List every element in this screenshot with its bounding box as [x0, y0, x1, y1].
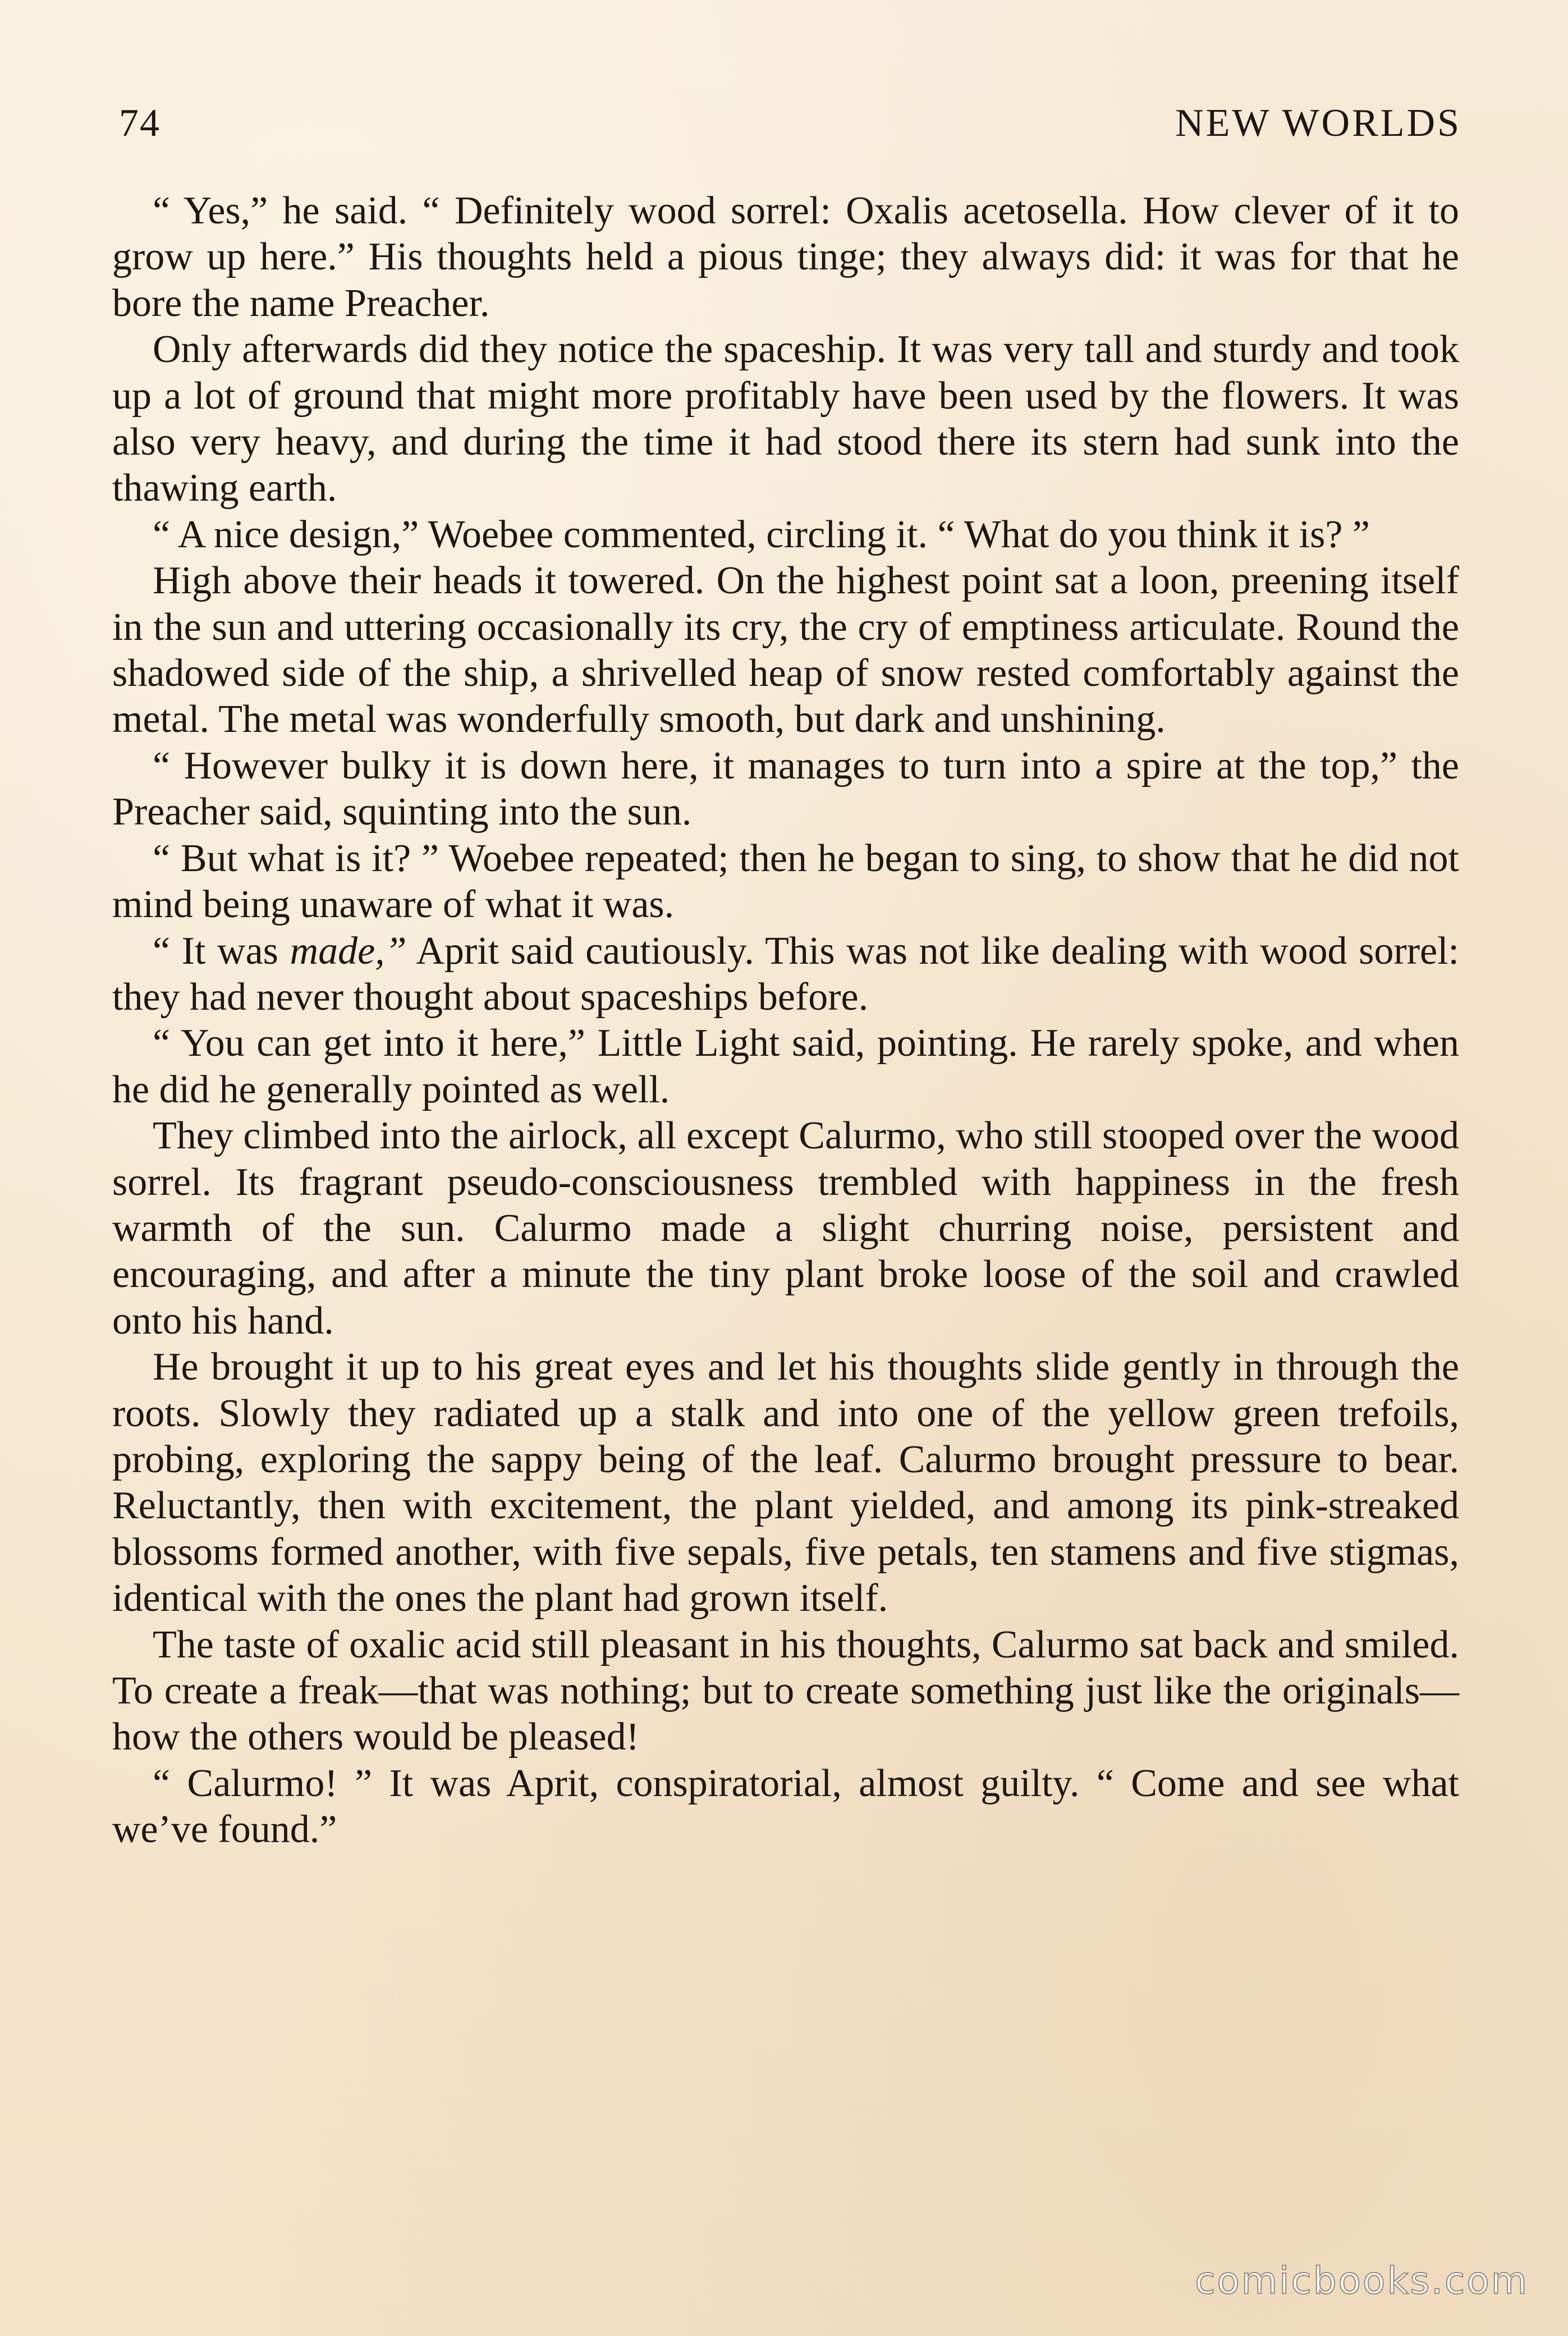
page-number: 74 — [119, 102, 161, 145]
paragraph: “ However bulky it is down here, it manages to turn into a spire at the top,” the Preacher said, squinting into the sun. — [112, 744, 1459, 834]
paragraph: Only afterwards did they notice the spaceship. It was very tall and sturdy and took up a lot of ground that might more profitably have been used by the flowers. It was also very heavy, and during the time it had stood there its stern had sunk into the thawing earth. — [112, 328, 1459, 510]
paragraph — [112, 928, 1459, 1021]
paragraph-text: “ It was — [153, 929, 290, 973]
paragraph: High above their heads it towered. On the highest point sat a loon, preening itself in the sun and uttering occasionally its cry, the cry of emptiness articulate. Round the shadowed side of the ship, a shrivelled heap of snow rested comfortably against the metal. The metal was wonderfully smooth, but dark and unshining. — [112, 559, 1459, 741]
paragraph: “ But what is it? ” Woebee repeated; then he began to sing, to show that he did not mind being unaware of what it was. — [112, 836, 1459, 927]
paragraph: He brought it up to his great eyes and let his thoughts slide gently in through the roots. Slowly they radiated up a stalk and into one of the yellow green trefoils, probing, exploring the sappy being of the leaf. Calurmo brought pressure to bear. Reluctantly, then with excitement, the plant yielded, and among its pink-streaked blossoms formed another, with five sepals, five petals, ten stamens and five stigmas, identical with the ones the plant had grown itself. — [112, 1345, 1459, 1620]
paragraph: They climbed into the airlock, all except Calurmo, who still stooped over the wood sorrel. Its fragrant pseudo-consciousness trembled with happiness in the fresh warmth of the sun. Calurmo made a slight churring noise, persistent and encouraging, and after a minute the tiny plant broke loose of the soil and crawled onto his hand. — [112, 1114, 1459, 1343]
watermark-logo: comicbooks.com — [1195, 2259, 1529, 2302]
paragraph: “ You can get into it here,” Little Light said, pointing. He rarely spoke, and when he did he generally pointed as well. — [112, 1022, 1459, 1111]
running-title: NEW WORLDS — [1175, 102, 1461, 145]
paragraph: “ Yes,” he said. “ Definitely wood sorrel: Oxalis acetosella. How clever of it to grow up here.” His thoughts held a pious tinge; they always did: it was for that he bore the name Preacher. — [112, 189, 1459, 325]
paragraph: “ Calurmo! ” It was Aprit, conspiratorial, almost guilty. “ Come and see what we’ve found.” — [112, 1761, 1459, 1852]
emphasis-text: made,” — [290, 929, 407, 973]
paragraph-text: Aprit said cautiously. This was not like dealing with wood sorrel: they had never thought about spaceships before. — [112, 929, 1459, 1019]
running-head — [119, 101, 1461, 163]
story-text — [112, 188, 1459, 1853]
paragraph: The taste of oxalic acid still pleasant in his thoughts, Calurmo sat back and smiled. To create a freak—that was nothing; but to create something just like the originals—how the others would be pleased! — [112, 1623, 1459, 1759]
paragraph: “ A nice design,” Woebee commented, circling it. “ What do you think it is? ” — [153, 512, 1370, 556]
